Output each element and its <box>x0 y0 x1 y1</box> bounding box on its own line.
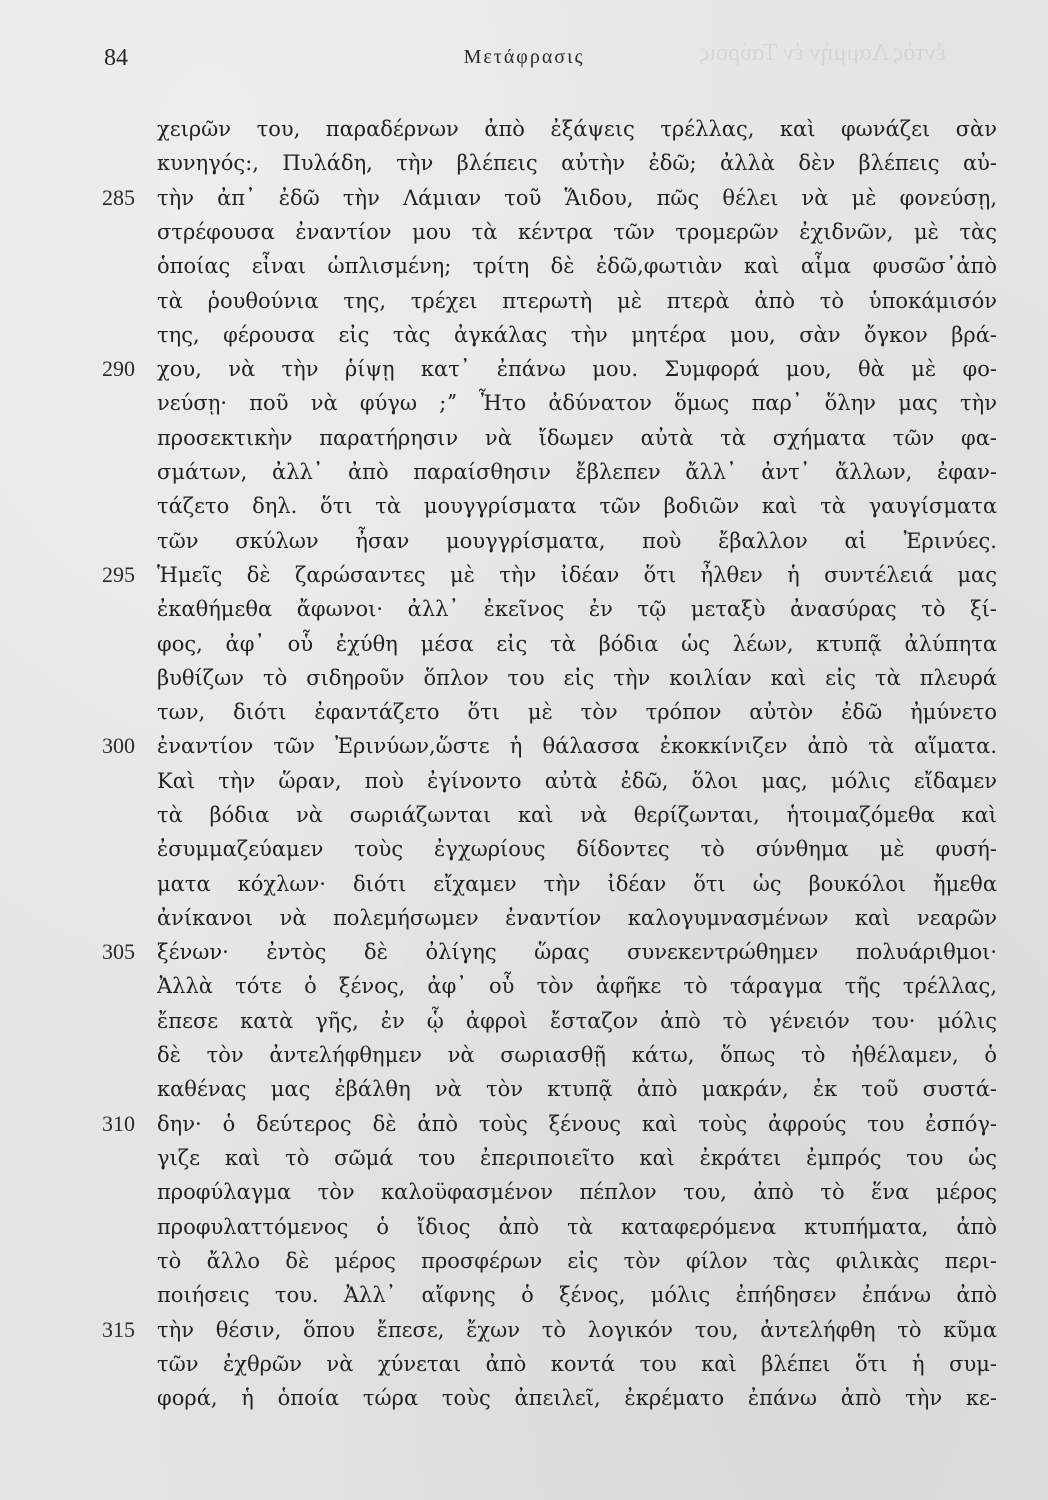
text-line: ἀνίκανοι νὰ πολεμήσωμεν ἐναντίον καλογυμνασμένων καὶ νεαρῶν <box>157 906 997 930</box>
text-line: προσεκτικὴν παρατήρησιν νὰ ἴδωμεν αὐτὰ τὰ σχήματα τῶν φα- <box>157 426 997 450</box>
text-line: χειρῶν του, παραδέρνων ἀπὸ ἐξάψεις τρέλλας, καὶ φωνάζει σὰν <box>157 117 997 141</box>
text-line: δὲ τὸν ἀντελήφθημεν νὰ σωριασθῇ κάτω, ὅπως τὸ ἠθέλαμεν, ὁ <box>157 1043 997 1067</box>
text-line: καθένας μας ἐβάλθη νὰ τὸν κτυπᾷ ἀπὸ μακράν, ἐκ τοῦ συστά- <box>157 1077 997 1101</box>
text-line: της, φέρουσα εἰς τὰς ἀγκάλας τὴν μητέρα μου, σὰν ὄγκον βρά- <box>157 323 997 347</box>
text-line: βυθίζων τὸ σιδηροῦν ὅπλον του εἰς τὴν κοιλίαν καὶ εἰς τὰ πλευρά <box>157 666 997 690</box>
text-line: προφυλαττόμενος ὁ ἴδιος ἀπὸ τὰ καταφερόμενα κτυπήματα, ἀπὸ <box>157 1215 997 1239</box>
text-line: των, διότι ἐφαντάζετο ὅτι μὲ τὸν τρόπον αὐτὸν ἐδῶ ἠμύνετο <box>157 700 997 724</box>
text-line: δην· ὁ δεύτερος δὲ ἀπὸ τοὺς ξένους καὶ τοὺς ἀφρούς του ἐσπόγ- <box>157 1112 997 1136</box>
verse-line-number: 310 <box>102 1111 135 1136</box>
text-line: νεύσῃ· ποῦ νὰ φύγω ;ˮ Ἦτο ἀδύνατον ὅμως παρ᾽ ὅλην μας τὴν <box>157 391 997 415</box>
text-line: κυνηγός:, Πυλάδη, τὴν βλέπεις αὐτὴν ἐδῶ; ἀλλὰ δὲν βλέπεις αὐ- <box>157 151 997 175</box>
text-line: τὸ ἄλλο δὲ μέρος προσφέρων εἰς τὸν φίλον τὰς φιλικὰς περι- <box>157 1249 997 1273</box>
text-line: ματα κόχλων· διότι εἴχαμεν τὴν ἰδέαν ὅτι ὡς βουκόλοι ἤμεθα <box>157 872 997 896</box>
text-line: Ἡμεῖς δὲ ζαρώσαντες μὲ τὴν ἰδέαν ὅτι ἦλθεν ἡ συντέλειά μας <box>157 563 997 587</box>
verse-line-number: 290 <box>102 356 135 381</box>
text-line: τὰ βόδια νὰ σωριάζωνται καὶ νὰ θερίζωνται, ἡτοιμαζόμεθα καὶ <box>157 803 997 827</box>
text-line: γιζε καὶ τὸ σῶμά του ἐπεριποιεῖτο καὶ ἐκράτει ἐμπρός του ὡς <box>157 1146 997 1170</box>
text-line: τῶν ἐχθρῶν νὰ χύνεται ἀπὸ κοντά του καὶ βλέπει ὅτι ἡ συμ- <box>157 1352 997 1376</box>
verse-line-number: 285 <box>102 185 135 210</box>
verse-line-number: 305 <box>102 939 135 964</box>
text-line: χου, νὰ τὴν ῥίψῃ κατ᾽ ἐπάνω μου. Συμφορά μου, θὰ μὲ φο- <box>157 357 997 381</box>
text-line: φος, ἀφ᾽ οὗ ἐχύθη μέσα εἰς τὰ βόδια ὡς λέων, κτυπᾷ ἀλύπητα <box>157 632 997 656</box>
text-line: φορά, ἡ ὁποία τώρα τοὺς ἀπειλεῖ, ἐκρέματο ἐπάνω ἀπὸ τὴν κε- <box>157 1386 997 1410</box>
show-through-text: ἐντὸς Λαμμὴν ἐν Ταύροις <box>700 40 946 66</box>
text-line: ἐσυμμαζεύαμεν τοὺς ἐγχωρίους δίδοντες τὸ σύνθημα μὲ φυσή- <box>157 837 997 861</box>
page-number: 84 <box>104 45 128 71</box>
text-line: Ἀλλὰ τότε ὁ ξένος, ἀφ᾽ οὗ τὸν ἀφῆκε τὸ τάραγμα τῆς τρέλλας, <box>157 974 997 998</box>
text-line: τὰ ῥουθούνια της, τρέχει πτερωτὴ μὲ πτερὰ ἀπὸ τὸ ὑποκάμισόν <box>157 289 997 313</box>
text-line: τὴν ἀπ᾽ ἐδῶ τὴν Λάμιαν τοῦ Ἅιδου, πῶς θέλει νὰ μὲ φονεύσῃ, <box>157 186 997 210</box>
verse-line-number: 300 <box>102 733 135 758</box>
verse-line-number: 295 <box>102 562 135 587</box>
text-line: τὴν θέσιν, ὅπου ἔπεσε, ἔχων τὸ λογικόν του, ἀντελήφθη τὸ κῦμα <box>157 1318 997 1342</box>
text-line: ἐναντίον τῶν Ἐρινύων,ὥστε ἡ θάλασσα ἐκοκκίνιζεν ἀπὸ τὰ αἵματα. <box>157 734 997 758</box>
text-line: τῶν σκύλων ἦσαν μουγγρίσματα, ποὺ ἔβαλλον αἱ Ἐρινύες. <box>157 529 997 553</box>
text-line: ξένων· ἐντὸς δὲ ὀλίγης ὥρας συνεκεντρώθημεν πολυάριθμοι· <box>157 940 997 964</box>
running-title: Μετάφρασις <box>463 46 585 68</box>
text-line: ἔπεσε κατὰ γῆς, ἐν ᾧ ἀφροὶ ἔσταζον ἀπὸ τὸ γένειόν του· μόλις <box>157 1009 997 1033</box>
text-line: στρέφουσα ἐναντίον μου τὰ κέντρα τῶν τρομερῶν ἐχιδνῶν, μὲ τὰς <box>157 220 997 244</box>
text-line: Καὶ τὴν ὥραν, ποὺ ἐγίνοντο αὐτὰ ἐδῶ, ὅλοι μας, μόλις εἴδαμεν <box>157 769 997 793</box>
text-line: τάζετο δηλ. ὅτι τὰ μουγγρίσματα τῶν βοδιῶν καὶ τὰ γαυγίσματα <box>157 494 997 518</box>
text-line: ἐκαθήμεθα ἄφωνοι· ἀλλ᾽ ἐκεῖνος ἐν τῷ μεταξὺ ἀνασύρας τὸ ξί- <box>157 597 997 621</box>
text-line: ὁποίας εἶναι ὡπλισμένη; τρίτη δὲ ἐδῶ,φωτιὰν καὶ αἷμα φυσῶσ᾽ἀπὸ <box>157 254 997 278</box>
verse-line-number: 315 <box>102 1317 135 1342</box>
text-line: προφύλαγμα τὸν καλοϋφασμένον πέπλον του, ἀπὸ τὸ ἕνα μέρος <box>157 1180 997 1204</box>
text-line: ποιήσεις του. Ἀλλ᾽ αἴφνης ὁ ξένος, μόλις ἐπήδησεν ἐπάνω ἀπὸ <box>157 1283 997 1307</box>
text-line: σμάτων, ἀλλ᾽ ἀπὸ παραίσθησιν ἔβλεπεν ἄλλ᾽ ἀντ᾽ ἄλλων, ἐφαν- <box>157 460 997 484</box>
